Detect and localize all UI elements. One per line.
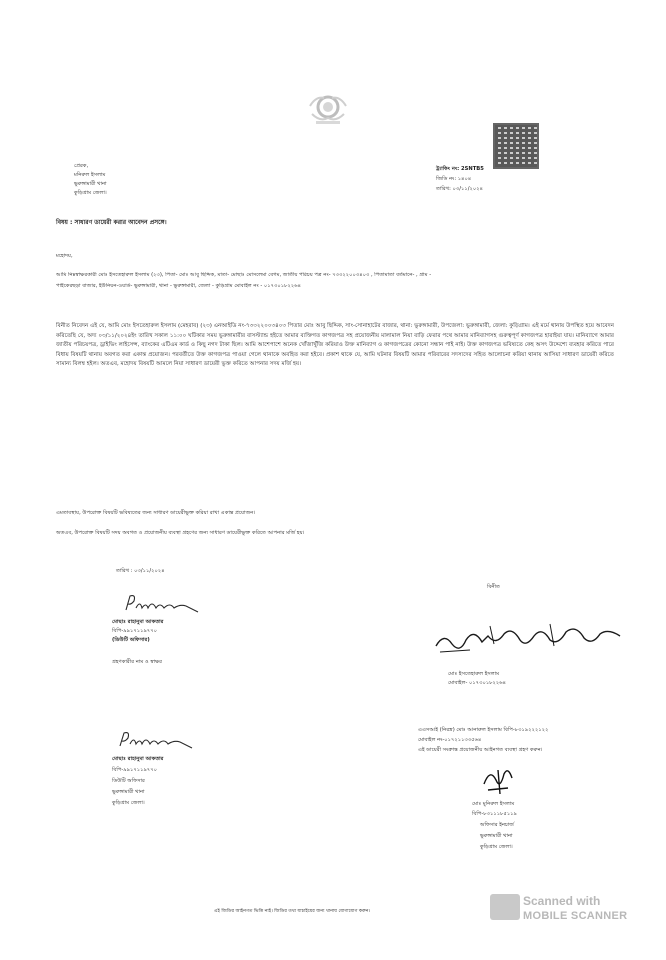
intro-line-1: আমি নিম্নস্বাক্ষরকারী মোঃ ইসতেহারুল ইসলাম (২৩), পিতা- মোঃ আবু ছিদ্দিক, মাতা- মোছাঃ মোসলেমা বেগম, জাতীয় পরিচয় পত্র নং- ৭৩৩২২০০৩৪০৩ , পিতামাতা বর্তমানে- , গ্রাম - xyxy=(56,272,432,278)
assignment-line-2: মোবাইল নং-০১৭২১১৩৩৫৬৪ xyxy=(418,737,482,743)
recorder-caption: গ্রহণকারীর নাম ও স্বাক্ষর xyxy=(112,659,163,665)
tracking-number: ট্র্যাকিং নং: 2SNTB5 xyxy=(436,166,484,172)
svg-text:মোঃ ইসতেহারুল ইসলাম: মোঃ ইসতেহারুল ইসলাম xyxy=(430,660,440,661)
officer-signature xyxy=(116,730,196,752)
svg-text:Rahman: Rahman xyxy=(182,602,187,603)
sender-line-2: মনিরুল ইসলাম xyxy=(74,172,106,178)
body-paragraph: বিনীত নিবেদন এই যে, আমি মোঃ ইসতেহারুল ইসলাম (মেহরাব) (২৩) এনআইডি নং-৭৩৩২২০০৩৪০৩ পিতার মোঃ আবু ছিদ্দিক, সাং-সোনাহাটের বাজার, থানা: ভুরুঙ্গামারী, উপজেলা: ভুরুঙ্গামারী, জেলা: কুড়িগ্রাম। এই মর্মে থানায় উপস্থিত হয়ে আবেদন করিতেছি যে, অদ্য ০৩/১১/২০২৪ইং তারিখ সকাল ১১:০০ ঘটিকার সময় ভুরুঙ্গামারীর বাসস্ট্যান্ড হইতে আমার ব্যক্তিগত কাগজপত্র সহ প্রয়োজনীয় মালামাল নিয়া বাড়ি ফেরার পথে আমার মানিব্যাগসহ গুরুত্বপূর্ণ কাগজপত্র হারাইয়া যায়। মানিব্যাগে আমার জাতীয় পরিচয়পত্র, ড্রাইভিং লাইসেন্স, ব্যাংকের এটিএম কার্ড ও কিছু নগদ টাকা ছিল। আমি আশেপাশে অনেক খোঁজাখুঁজি করিয়াও উক্ত মানিব্যাগ ও কাগজপত্রের কোনো সন্ধান পাই নাই। উক্ত কাগজপত্র ভবিষ্যতে কেহ অসৎ উদ্দেশ্যে ব্যবহার করিতে পারে বিধায় বিষয়টি থানায় অবগত করা একান্ত প্রয়োজন। পরবর্তীতে উক্ত কাগজপত্র পাওয়া গেলে থানাকে অবহিত করা হইবে। প্রকাশ থাকে যে, আমি ঘটনার বিষয়টি আমার পরিবারের সদস্যদের সহিত আলোচনা করিয়া থানায় আসিয়া সাধারণ ডায়েরী করিতে সামান্য বিলম্ব হইল। অতএব, মহোদয় বিষয়টি আমলে নিয়া সাধারণ ডায়েরী ভুক্ত করিতে আপনার সদয় মর্জি হয়। xyxy=(56,323,614,368)
sender-line-4: কুড়িগ্রাম জেলা। xyxy=(74,190,107,196)
gd-number: জিডি নং: ১৪০৪ xyxy=(436,176,472,182)
applicant-label: বিনীত xyxy=(487,584,500,590)
recorder-name: মোছাঃ রাহানুমা আকতার xyxy=(112,619,164,625)
applicant-name: মোঃ ইসতেহারুল ইসলাম xyxy=(448,671,500,677)
svg-text:Rahman: Rahman xyxy=(176,738,181,739)
sender-line-1: প্রেরক, xyxy=(74,163,89,169)
subject-line: বিষয় : সাধারণ ডায়েরী করার আবেদন প্রসঙ্গে। xyxy=(56,219,167,226)
applicant-signature xyxy=(430,616,626,662)
request-line-1: এমতাবস্থায়, উপরোক্ত বিষয়টি ভবিষ্যতের জন্য সাধারণ ডায়েরীভুক্ত করিয়া রাখা একান্ত প্রয়োজন। xyxy=(56,510,256,516)
sender-line-3: ভুরুঙ্গামারী থানা xyxy=(74,181,107,187)
footer-note: এই জিডির আইনগত ভিত্তি নাই। জিডির তথ্য যাচাইয়ের জন্য থানায় যোগাযোগ করুন। xyxy=(214,909,371,914)
officer-name: মোছাঃ রাহানুমা আকতার xyxy=(112,756,164,762)
assignment-line-3: এই ডায়েরী সংক্রান্ত প্রয়োজনীয় আইনগত ব্যবস্থা গ্রহণ করুন। xyxy=(418,747,543,753)
recorder-id: বিপি-৯৯১৭১১৯৭৭০ xyxy=(112,628,157,634)
applicant-mobile: মোবাইল- ০১৭৩০১৮২২৬৪ xyxy=(448,680,507,686)
scanner-logo-icon xyxy=(490,894,520,920)
gd-date: তারিখ: ০৩/১১/২০২৪ xyxy=(436,186,483,192)
oc-signature xyxy=(478,764,518,798)
oc-name: মোঃ মুনিরুল ইসলাম xyxy=(472,801,515,807)
officer-station: ভুরুঙ্গামারী থানা xyxy=(112,789,145,795)
officer-role: ডিউটি অফিসার xyxy=(112,778,145,784)
oc-role: অফিসার ইনচার্জ xyxy=(480,822,514,828)
receive-date: তারিখ : ০৩/১১/২০২৪ xyxy=(116,568,165,574)
watermark-line-2: MOBILE SCANNER xyxy=(523,910,628,922)
officer-district: কুড়িগ্রাম জেলা। xyxy=(112,800,145,806)
salutation: মহোদয়, xyxy=(56,253,73,259)
oc-station: ভুরুঙ্গামারী থানা xyxy=(480,833,513,839)
svg-text:Sd: Sd xyxy=(478,797,480,798)
assignment-line-1: এএসআই (নিরস্ত্র) মোঃ আনারুল ইসলাম বিপি-৮৩১৯২২২১২২ xyxy=(418,727,549,733)
oc-id: বিপি-৮৩১১১৮৫১১৯ xyxy=(472,811,517,817)
police-emblem-icon xyxy=(302,88,354,128)
officer-id: বিপি-৯৯১৭১১৯৭৭০ xyxy=(112,767,157,773)
watermark-line-1: Scanned with xyxy=(523,894,601,908)
intro-line-2: পাইকেরছড়া বাজার, ইউনিয়ন-ওয়ার্ড- ভুরুঙ্গামারী, থানা - ভুরুঙ্গামারী, জেলা - কুড়িগ্রাম মোবাইল নং - ০১৭৩০১৮২২৬৪ xyxy=(56,283,301,289)
oc-district: কুড়িগ্রাম জেলা। xyxy=(480,844,513,850)
request-line-2: অতএব, উপরোক্ত বিষয়টি সদয় অবগত ও প্রয়োজনীয় ব্যবস্থা গ্রহণের জন্য সাধারণ ডায়েরীভুক্ত করিতে আপনার মর্জি হয়। xyxy=(56,530,305,536)
qr-code xyxy=(493,123,539,169)
recorder-signature xyxy=(122,592,202,616)
recorder-role: (ডিউটি অফিসার) xyxy=(112,637,150,643)
